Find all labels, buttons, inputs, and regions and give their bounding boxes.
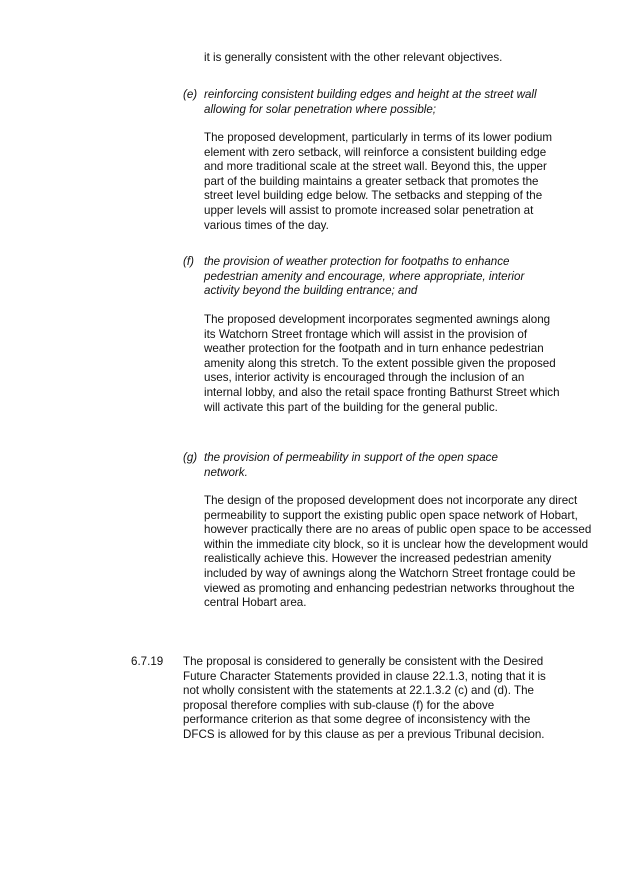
criterion-f-heading: the provision of weather protection for footpaths to enhance pedestrian amenity and encourage, where appropriate, interior activity beyond the building entrance; and [204,255,525,298]
criterion-f-label: (f) [183,255,194,268]
section-text: The proposal is considered to generally be consistent with the Desired Future Character Statements provided in clause 22.1.3, noting that it is not wholly consistent with the statements at 22.1.3.2 (c) and (d). The proposal therefore complies with sub-clause (f) for the above performance criterion as that some degree of inconsistency with the DFCS is allowed for by this clause as per a previous Tribunal decision. [183,655,546,741]
criterion-e-body: The proposed development, particularly in terms of its lower podium element with zero setback, will reinforce a consistent building edge and more traditional scale at the street wall. Beyond this, the upper part of the building maintains a greater setback that promotes the street level building edge below. The setbacks and stepping of the upper levels will assist to promote increased solar penetration at various times of the day. [204,131,552,232]
criterion-g-body: The design of the proposed development does not incorporate any direct permeability to support the existing public open space network of Hobart, however practically there are no areas of public open space to be accessed within the immediate city block, so it is unclear how the development would realistically achieve this. However the increased pedestrian amenity included by way of awnings along the Watchorn Street frontage could be viewed as promoting and enhancing pedestrian networks throughout the central Hobart area. [204,494,592,610]
criterion-g-label: (g) [183,451,198,464]
criterion-f-body: The proposed development incorporates segmented awnings along its Watchorn Street frontage which will assist in the provision of weather protection for the footpath and in turn enhance pedestrian amenity along this stretch. To the extent possible given the proposed uses, interior activity is encouraged through the inclusion of an internal lobby, and also the retail space fronting Bathurst Street which will activate this part of the building for the general public. [204,313,560,414]
intro-text: it is generally consistent with the other relevant objectives. [204,51,503,64]
criterion-e-heading: reinforcing consistent building edges and height at the street wall allowing for solar penetration where possible; [204,88,537,116]
criterion-g-heading: the provision of permeability in support of the open space network. [204,451,498,479]
criterion-e-label: (e) [183,88,198,101]
section-number: 6.7.19 [131,655,164,668]
